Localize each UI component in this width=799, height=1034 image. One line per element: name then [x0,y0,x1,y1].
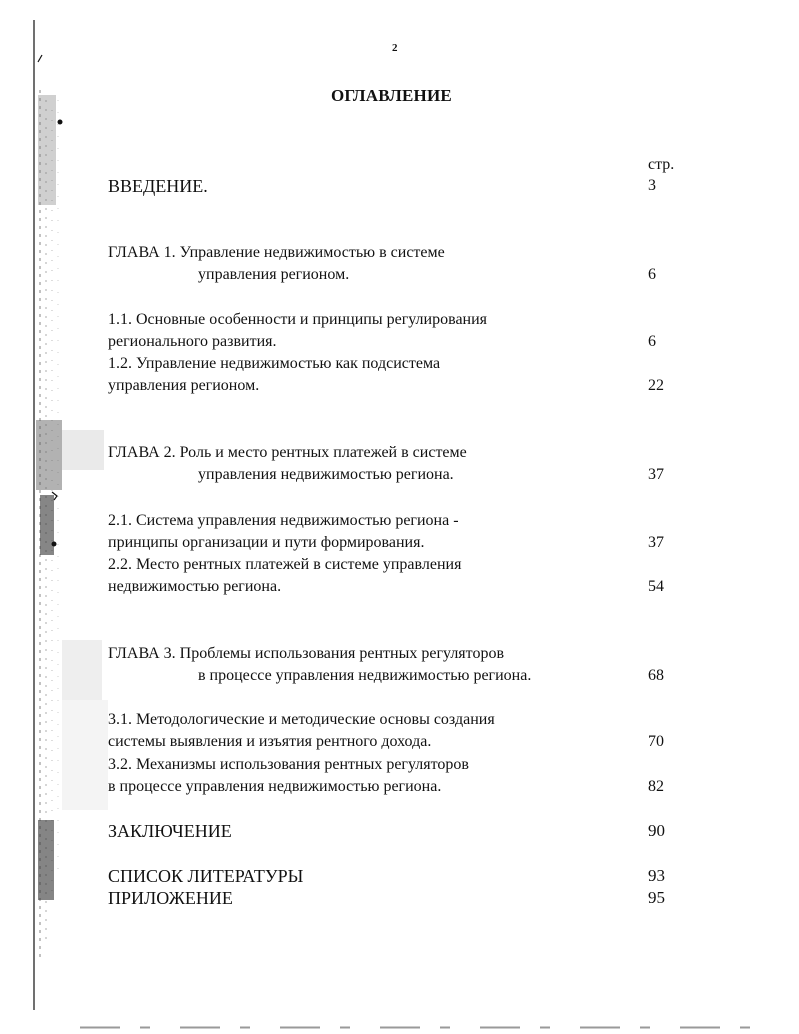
toc-chapter-3-line2: в процессе управления недвижимостью региона. [198,667,532,684]
toc-chapter-1-line2: управления регионом. [198,266,350,283]
toc-section-1-2-line2: управления регионом. [108,377,260,394]
toc-page-appendix: 95 [648,888,665,907]
toc-page-references: 93 [648,866,665,885]
toc-page-section-1-2: 22 [648,377,664,394]
page-column-header: стр. [648,156,675,173]
scan-bottom-artifact [80,1026,780,1029]
toc-chapter-2-line1: ГЛАВА 2. Роль и место рентных платежей в системе [108,444,467,461]
toc-page-section-2-1: 37 [648,534,664,551]
toc-section-2-1-line1: 2.1. Система управления недвижимостью региона - [108,512,459,529]
page-number: 2 [392,42,398,54]
toc-section-3-2-line1: 3.2. Механизмы использования рентных регуляторов [108,756,469,773]
toc-chapter-1-line1: ГЛАВА 1. Управление недвижимостью в системе [108,244,445,261]
toc-page-conclusion: 90 [648,821,665,840]
toc-section-3-2-line2: в процессе управления недвижимостью региона. [108,778,442,795]
toc-section-2-2-line2: недвижимостью региона. [108,578,282,595]
toc-section-3-1-line1: 3.1. Методологические и методические основы создания [108,711,495,728]
toc-entry-references: СПИСОК ЛИТЕРАТУРЫ [108,866,304,886]
toc-section-1-1-line1: 1.1. Основные особенности и принципы регулирования [108,311,488,328]
toc-chapter-3-line1: ГЛАВА 3. Проблемы использования рентных регуляторов [108,645,504,662]
toc-title: ОГЛАВЛЕНИЕ [331,86,452,105]
toc-entry-intro: ВВЕДЕНИЕ. [108,176,208,196]
toc-page-section-3-2: 82 [648,778,664,795]
toc-page-intro: 3 [648,177,656,194]
toc-section-2-2-line1: 2.2. Место рентных платежей в системе управления [108,556,462,573]
toc-page-chapter-2: 37 [648,466,664,483]
toc-page-section-1-1: 6 [648,333,656,350]
toc-page-section-2-2: 54 [648,578,664,595]
toc-entry-conclusion: ЗАКЛЮЧЕНИЕ [108,821,232,841]
toc-entry-appendix: ПРИЛОЖЕНИЕ [108,888,233,908]
toc-page-chapter-1: 6 [648,266,656,283]
toc-section-3-1-line2: системы выявления и изъятия рентного дохода. [108,733,432,750]
toc-page-chapter-3: 68 [648,667,664,684]
scan-edge-artifacts [0,0,112,1034]
toc-page-section-3-1: 70 [648,733,664,750]
toc-section-2-1-line2: принципы организации и пути формирования. [108,534,425,551]
toc-section-1-1-line2: регионального развития. [108,333,277,350]
toc-chapter-2-line2: управления недвижимостью региона. [198,466,454,483]
toc-section-1-2-line1: 1.2. Управление недвижимостью как подсистема [108,355,441,372]
